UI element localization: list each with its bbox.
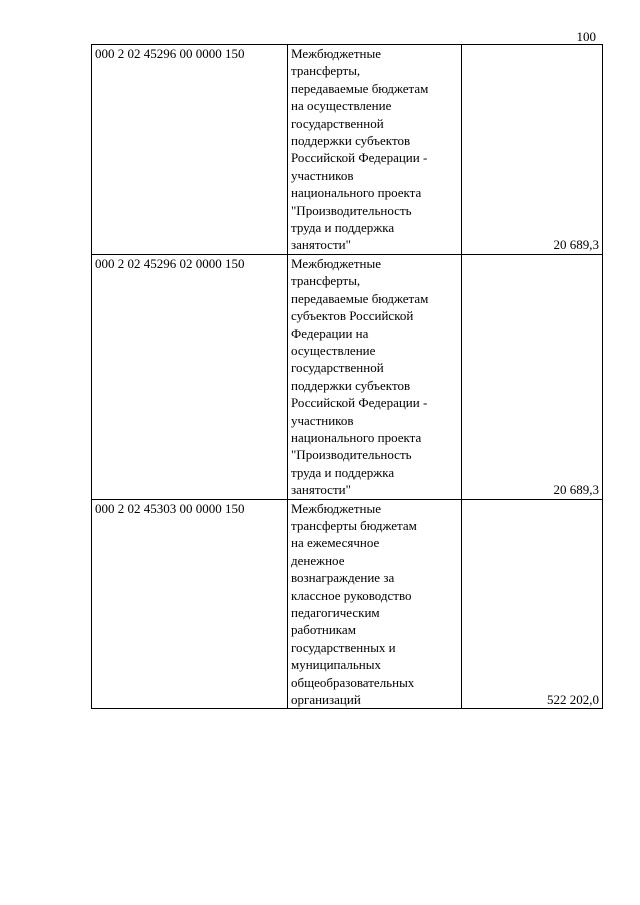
description-line: государственной	[291, 360, 384, 376]
budget-table	[91, 44, 603, 709]
description-line: национального проекта	[291, 429, 422, 445]
description-line: осуществление	[291, 342, 376, 358]
description-line: национального проекта	[291, 185, 422, 201]
budget-code-cell: 000 2 02 45296 02 0000 150	[92, 254, 288, 499]
description-line: общеобразовательных	[291, 674, 415, 690]
budget-code-cell: 000 2 02 45296 00 0000 150	[92, 45, 288, 255]
description-line: денежное	[291, 552, 345, 568]
description-line: занятости"	[291, 237, 351, 253]
description-line: поддержки субъектов	[291, 133, 411, 149]
description-line: Федерации на	[291, 325, 369, 341]
description-line: педагогическим	[291, 605, 380, 620]
description-line: занятости"	[291, 482, 351, 498]
description-cell	[288, 45, 462, 255]
description-line: передаваемые бюджетам	[291, 80, 429, 96]
description-line: передаваемые бюджетам	[291, 290, 429, 306]
table-row	[92, 499, 603, 709]
description-line: муниципальных	[291, 657, 382, 673]
description-line: работникам	[291, 622, 356, 638]
budget-code-cell: 000 2 02 45303 00 0000 150	[92, 499, 288, 709]
description-line: Российской Федерации -	[291, 395, 428, 411]
description-line: трансферты,	[291, 273, 361, 289]
description-line: классное руководство	[291, 587, 412, 603]
description-line: труда и поддержка	[291, 220, 395, 236]
description-line: трансферты бюджетам	[291, 517, 417, 533]
table-row	[92, 254, 603, 499]
table-row	[92, 45, 603, 255]
description-line: Межбюджетные	[291, 255, 381, 271]
description-line: субъектов Российской	[291, 308, 414, 324]
description-line: "Производительность	[291, 447, 412, 463]
description-line: Межбюджетные	[291, 500, 381, 516]
description-cell	[288, 254, 462, 499]
description-line: государственных и	[291, 639, 396, 655]
amount-cell: 522 202,0	[462, 499, 603, 709]
description-line: вознаграждение за	[291, 570, 395, 586]
amount-cell: 20 689,3	[462, 45, 603, 255]
description-line: государственной	[291, 115, 384, 131]
description-line: организаций	[291, 692, 361, 708]
description-line: участников	[291, 167, 354, 183]
description-line: трансферты,	[291, 63, 361, 79]
description-line: "Производительность	[291, 202, 412, 218]
description-line: участников	[291, 412, 354, 428]
page-number: 100	[576, 29, 596, 44]
description-line: Российской Федерации -	[291, 150, 428, 166]
description-cell	[288, 499, 462, 709]
description-line: труда и поддержка	[291, 464, 395, 480]
description-line: Межбюджетные	[291, 46, 381, 61]
description-line: на ежемесячное	[291, 535, 380, 551]
description-line: на осуществление	[291, 98, 392, 114]
description-line: поддержки субъектов	[291, 377, 411, 393]
amount-cell: 20 689,3	[462, 254, 603, 499]
